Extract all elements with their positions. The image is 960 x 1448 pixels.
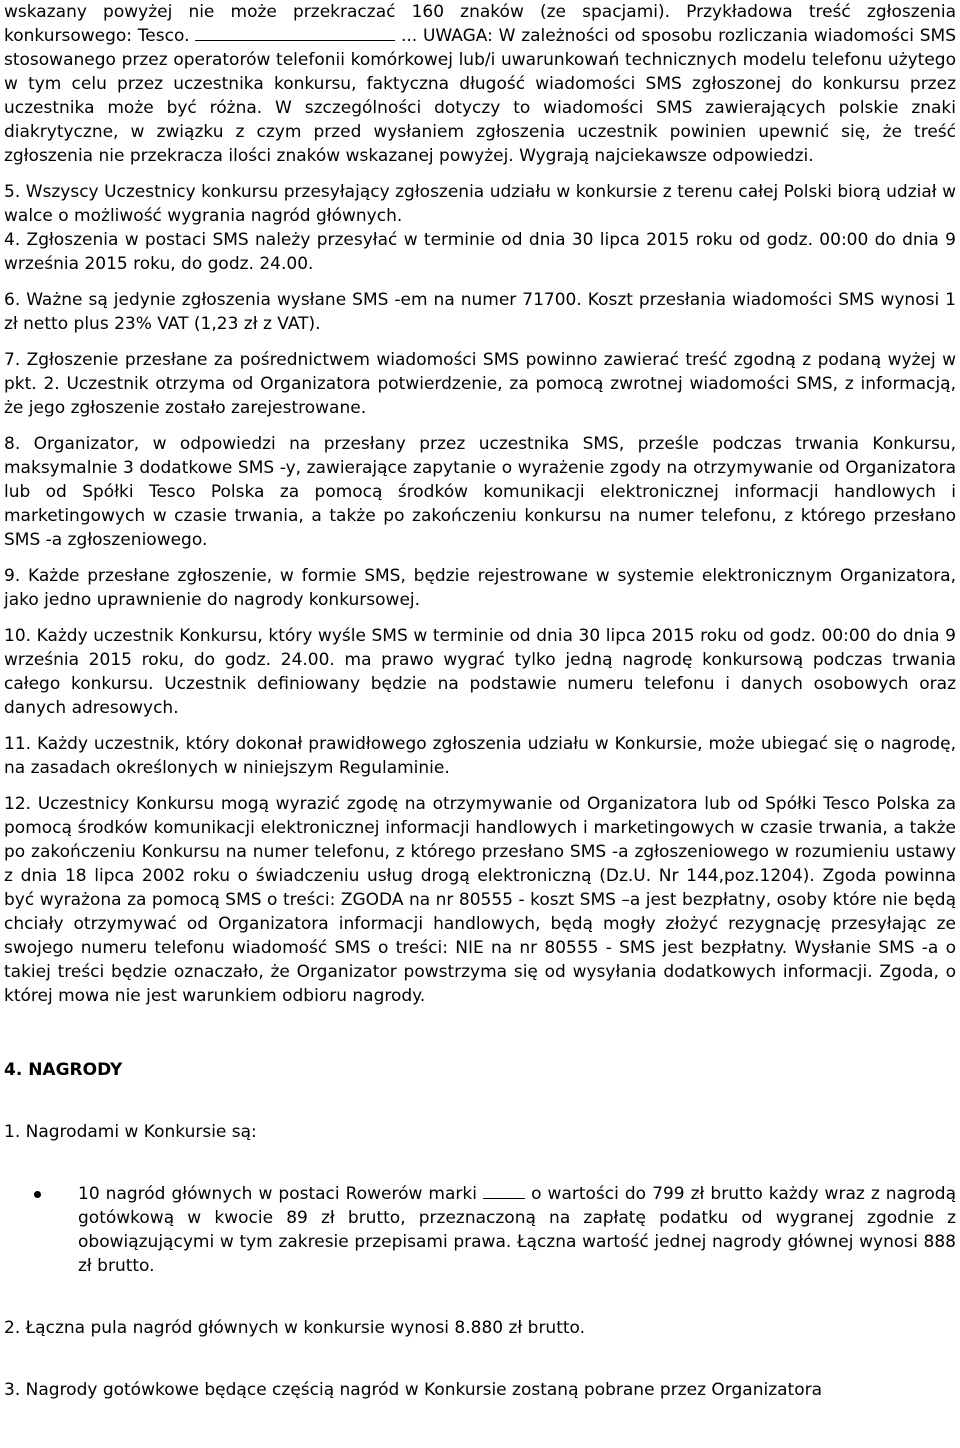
document-page [4,0,956,1402]
paragraph-11: 11. Każdy uczestnik, który dokonał prawidłowego zgłoszenia udziału w Konkursie, może ubiegać się o nagrodę, na zasadach określonych w niniejszym Regulaminie. [4,734,956,778]
paragraph-4: 4. Zgłoszenia w postaci SMS należy przesyłać w terminie od dnia 30 lipca 2015 roku od godz. 00:00 do dnia 9 września 2015 roku, do godz. 24.00. [4,230,956,274]
paragraph-12: 12. Uczestnicy Konkursu mogą wyrazić zgodę na otrzymywanie od Organizatora lub od Spółki Tesco Polska za pomocą środków komunikacji elektronicznej informacji handlowych i marketingowych w czasie trwania, a także po zakończeniu Konkursu na numer telefonu, z którego przesłano SMS -a zgłoszeniowego w rozumieniu ustawy z dnia 18 lipca 2002 roku o świadczeniu usług drogą elektroniczną (Dz.U. Nr 144,poz.1204). Zgoda powinna być wyrażona za pomocą SMS o treści: ZGODA na nr 80555 - koszt SMS –a jest bezpłatny, osoby które nie będą chciały otrzymywać od Organizatora informacji handlowych, będą mogły złożyć rezygnację przesyłając ze swojego numeru telefonu wiadomość SMS o treści: NIE na nr 80555 - SMS jest bezpłatny. Wysłanie SMS -a o takiej treści będzie oznaczało, że Organizator powstrzyma się od wysyłania dodatkowych informacji. Zgoda, o której mowa nie jest warunkiem odbioru nagrody. [4,794,956,1006]
blank-fill-line [195,26,395,41]
blank-fill-line [483,1184,525,1199]
section-heading-nagrody: 4. NAGRODY [4,1060,123,1080]
paragraph-5: 5. Wszyscy Uczestnicy konkursu przesyłający zgłoszenia udziału w konkursie z terenu całej Polski biorą udział w walce o możliwość wygrania nagród głównych. [4,182,956,226]
prize-list [4,1182,956,1278]
nagrody-point-3: 3. Nagrody gotówkowe będące częścią nagród w Konkursie zostaną pobrane przez Organizatora [4,1380,823,1400]
paragraph-6: 6. Ważne są jedynie zgłoszenia wysłane SMS -em na numer 71700. Koszt przesłania wiadomości SMS wynosi 1 zł netto plus 23% VAT (1,23 zł z VAT). [4,290,956,334]
intro-text-rest: ... UWAGA: W zależności od sposobu rozliczania wiadomości SMS stosowanego przez operatorów telefonii komórkowej lub/i uwarunkowań technicznych modelu telefonu użytego w tym celu przez uczestnika konkursu, faktyczna długość wiadomości SMS zgłoszonej do konkursu przez uczestnika może być różna. W szczególności dotyczy to wiadomości SMS zawierających polskie znaki diakrytyczne, w związku z czym przed wysłaniem zgłoszenia uczestnik powinien upewnić się, że treść zgłoszenia nie przekracza ilości znaków wskazanej powyżej. Wygrają najciekawsze odpowiedzi. [4,26,956,166]
prize-text-start: 10 nagród głównych w postaci Rowerów marki [78,1184,477,1204]
paragraph-8: 8. Organizator, w odpowiedzi na przesłany przez uczestnika SMS, prześle podczas trwania Konkursu, maksymalnie 3 dodatkowe SMS -y, zawierające zapytanie o wyrażenie zgody na otrzymywanie od Organizatora lub od Spółki Tesco Polska za pomocą środków komunikacji elektronicznej informacji handlowych i marketingowych w czasie trwania, a także po zakończeniu konkursu na numer telefonu, z którego przesłano SMS -a zgłoszeniowego. [4,434,956,550]
paragraph-intro [4,0,956,168]
paragraph-7: 7. Zgłoszenie przesłane za pośrednictwem wiadomości SMS powinno zawierać treść zgodną z podaną wyżej w pkt. 2. Uczestnik otrzyma od Organizatora potwierdzenie, za pomocą zwrotnej wiadomości SMS, z informacją, że jego zgłoszenie zostało zarejestrowane. [4,350,956,418]
list-item [4,1182,956,1278]
paragraph-10: 10. Każdy uczestnik Konkursu, który wyśle SMS w terminie od dnia 30 lipca 2015 roku od godz. 00:00 do dnia 9 września 2015 roku, do godz. 24.00. ma prawo wygrać tylko jedną nagrodę konkursową podczas trwania całego konkursu. Uczestnik definiowany będzie na podstawie numeru telefonu i danych osobowych oraz danych adresowych. [4,626,956,718]
nagrody-point-2: 2. Łączna pula nagród głównych w konkursie wynosi 8.880 zł brutto. [4,1318,586,1338]
prize-text-rest: o wartości do 799 zł brutto każdy wraz z nagrodą gotówkową w kwocie 89 zł brutto, przeznaczoną na zapłatę podatku od wygranej zgodnie z obowiązującymi w tym zakresie przepisami prawa. Łączna wartość jednej nagrody głównej wynosi 888 zł brutto. [78,1184,957,1276]
nagrody-point-1: 1. Nagrodami w Konkursie są: [4,1122,257,1142]
bullet-icon [34,1191,41,1198]
paragraph-9: 9. Każde przesłane zgłoszenie, w formie SMS, będzie rejestrowane w systemie elektronicznym Organizatora, jako jedno uprawnienie do nagrody konkursowej. [4,566,956,610]
intro-text-start: wskazany powyżej nie może przekraczać 160 znaków (ze spacjami). Przykładowa treść zgłoszenia konkursowego: Tesco. [4,2,956,46]
